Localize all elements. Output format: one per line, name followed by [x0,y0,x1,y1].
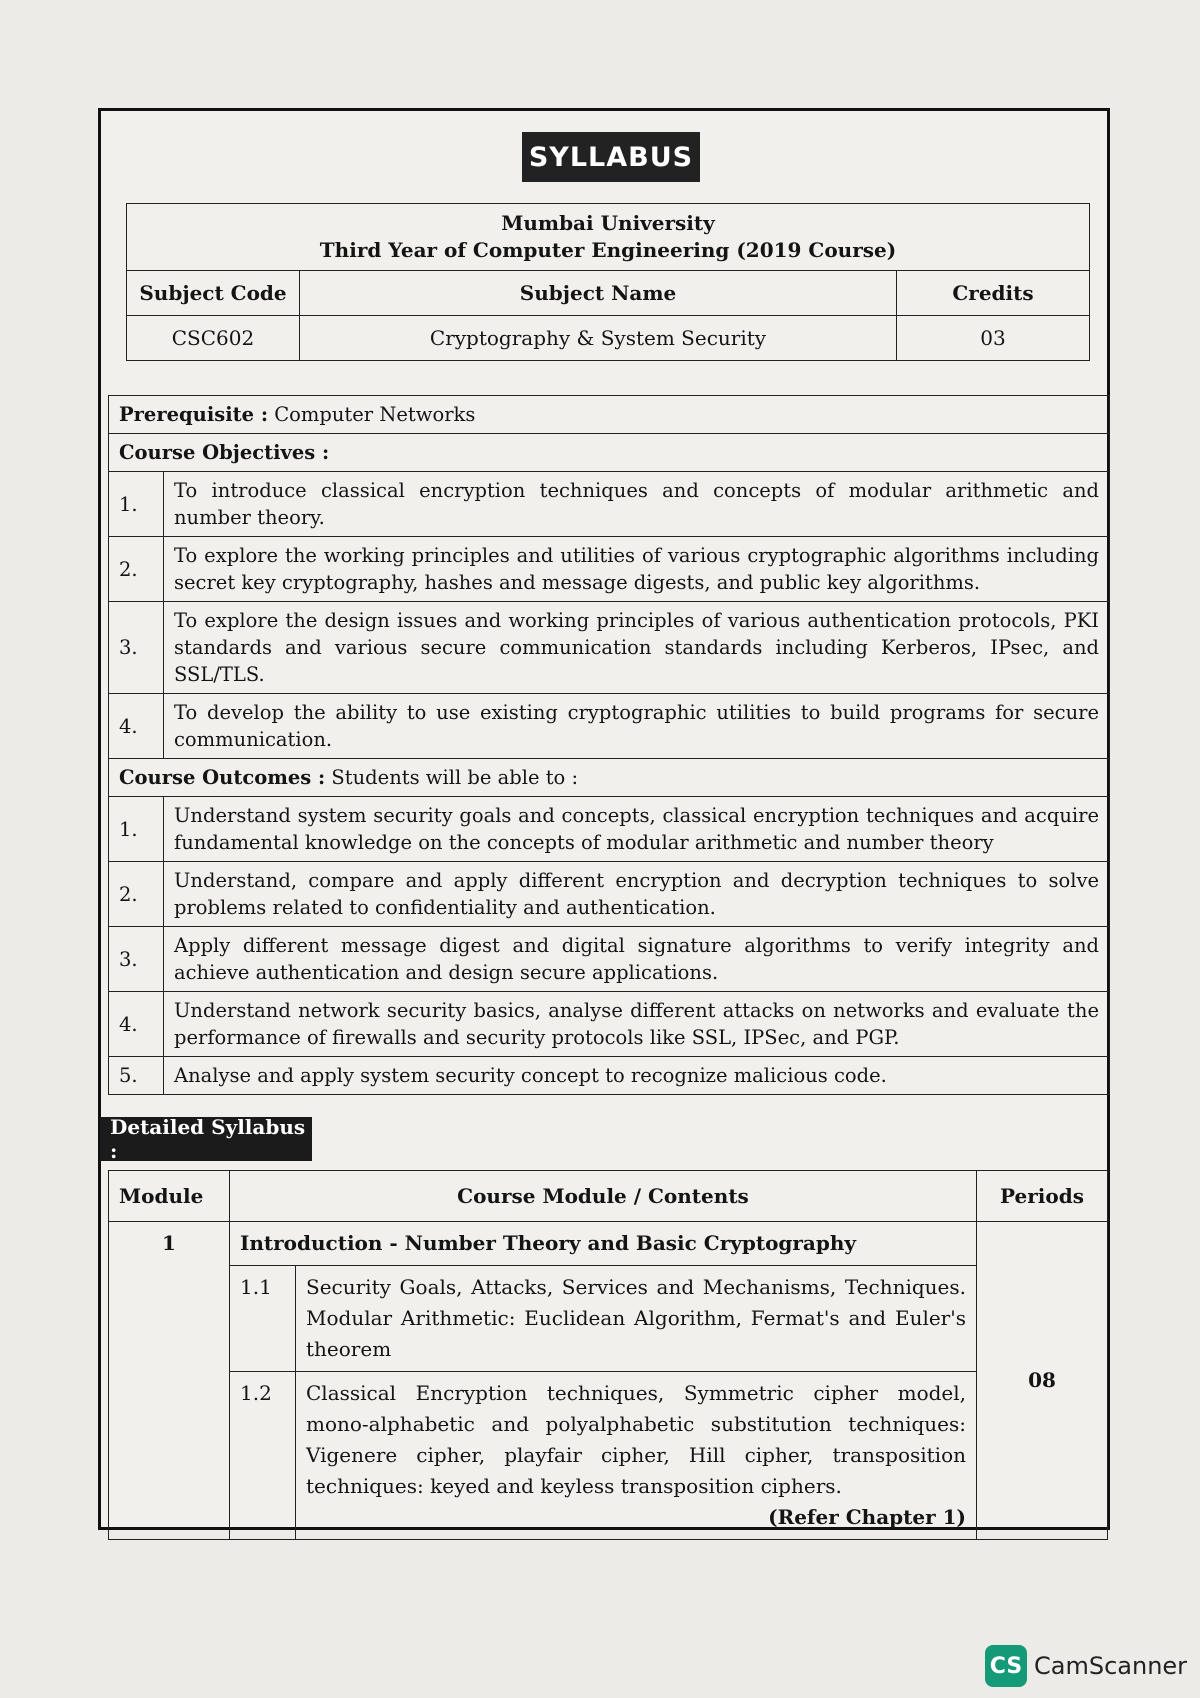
objective-number: 4. [109,694,164,759]
objective-number: 3. [109,602,164,694]
credits: 03 [897,316,1090,361]
detailed-syllabus-badge: Detailed Syllabus : [100,1117,312,1161]
submodule-number: 1.1 [230,1266,296,1372]
subject-name-header: Subject Name [300,271,897,316]
outcome-number: 2. [109,862,164,927]
module-title: Introduction - Number Theory and Basic Cryptography [230,1222,977,1266]
module-header: Module [109,1171,230,1222]
university-header [127,204,1090,271]
submodule-row [109,1266,1108,1372]
objective-text: To explore the design issues and working principles of various authentication protocols, PKI standards and various secure communication standards including Kerberos, IPsec, and SSL/TLS. [164,602,1110,694]
module-number: 1 [109,1222,230,1540]
prerequisite-row [109,396,1110,434]
course-year: Third Year of Computer Engineering (2019 Course) [319,238,897,262]
periods-header: Periods [977,1171,1108,1222]
university-table [126,203,1090,361]
outcome-number: 4. [109,992,164,1057]
objective-row [109,537,1110,602]
outcome-number: 5. [109,1057,164,1095]
syllabus-badge: SYLLABUS [522,132,700,182]
objective-text: To introduce classical encryption techniques and concepts of modular arithmetic and number theory. [164,472,1110,537]
module-periods: 08 [977,1222,1108,1540]
objective-row [109,472,1110,537]
submodule-number: 1.2 [230,1372,296,1540]
module-table [108,1170,1108,1540]
subject-code-header: Subject Code [127,271,300,316]
outcome-text: Apply different message digest and digital signature algorithms to verify integrity and achieve authentication and design secure applications. [164,927,1110,992]
objective-text: To develop the ability to use existing cryptographic utilities to build programs for secure communication. [164,694,1110,759]
subject-code: CSC602 [127,316,300,361]
submodule-text: Classical Encryption techniques, Symmetric cipher model, mono-alphabetic and polyalphabetic substitution techniques: Vigenere cipher, playfair cipher, Hill cipher, transposition techniques: keyed and keyless transposition ciphers. [306,1381,966,1498]
objective-number: 2. [109,537,164,602]
objective-number: 1. [109,472,164,537]
outcome-number: 1. [109,797,164,862]
outcome-text: Understand network security basics, analyse different attacks on networks and evaluate the performance of firewalls and security protocols like SSL, IPSec, and PGP. [164,992,1110,1057]
objective-text: To explore the working principles and utilities of various cryptographic algorithms including secret key cryptography, hashes and message digests, and public key algorithms. [164,537,1110,602]
outcome-number: 3. [109,927,164,992]
university-name: Mumbai University [501,211,715,235]
outcome-text: Understand, compare and apply different encryption and decryption techniques to solve problems related to confidentiality and authentication. [164,862,1110,927]
submodule-row [109,1372,1108,1540]
outcome-text: Analyse and apply system security concept to recognize malicious code. [164,1057,1110,1095]
prerequisite-label: Prerequisite : [119,403,269,426]
objectives-heading: Course Objectives : [109,434,1110,472]
outcomes-heading: Course Outcomes : [119,766,326,789]
outcome-row [109,797,1110,862]
outcome-row [109,1057,1110,1095]
outcome-row [109,862,1110,927]
submodule-text: Security Goals, Attacks, Services and Mechanisms, Techniques. Modular Arithmetic: Euclidean Algorithm, Fermat's and Euler's theorem [296,1266,977,1372]
course-table [108,395,1110,1095]
objective-row [109,694,1110,759]
submodule-content [296,1372,977,1540]
camscanner-watermark: CamScanner [1034,1652,1188,1680]
subject-name: Cryptography & System Security [300,316,897,361]
outcome-row [109,927,1110,992]
camscanner-logo-icon: CS [985,1645,1027,1687]
outcomes-heading-row [109,759,1110,797]
prerequisite-value: Computer Networks [274,403,476,426]
outcome-text: Understand system security goals and concepts, classical encryption techniques and acquire fundamental knowledge on the concepts of modular arithmetic and number theory [164,797,1110,862]
objective-row [109,602,1110,694]
chapter-reference: (Refer Chapter 1) [768,1505,966,1529]
credits-header: Credits [897,271,1090,316]
contents-header: Course Module / Contents [230,1171,977,1222]
outcomes-intro: Students will be able to : [331,766,579,789]
outcome-row [109,992,1110,1057]
